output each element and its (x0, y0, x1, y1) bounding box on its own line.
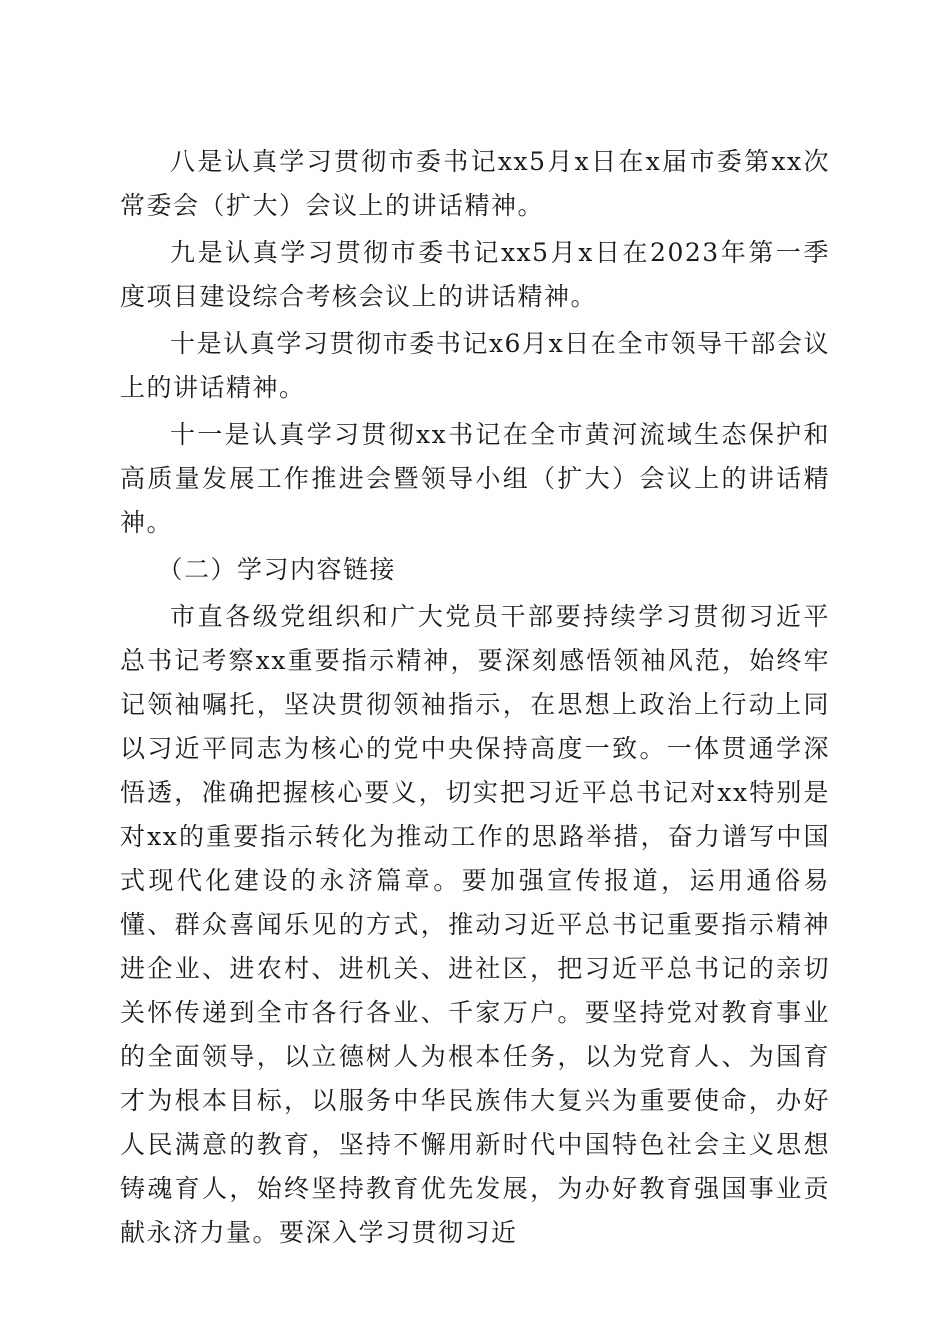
paragraph-item-11: 十一是认真学习贯彻xx书记在全市黄河流域生态保护和高质量发展工作推进会暨领导小组（扩大）会议上的讲话精神。 (120, 420, 830, 537)
section-heading: （二）学习内容链接 (157, 555, 397, 584)
paragraph-item-9: 九是认真学习贯彻市委书记xx5月x日在2023年第一季度项目建设综合考核会议上的讲话精神。 (120, 238, 830, 311)
document-content (120, 140, 830, 1258)
body-paragraph: 市直各级党组织和广大党员干部要持续学习贯彻习近平总书记考察xx重要指示精神，要深刻感悟领袖风范，始终牢记领袖嘱托，坚决贯彻领袖指示，在思想上政治上行动上同以习近平同志为核心的党中央保持高度一致。一体贯通学深悟透，准确把握核心要义，切实把习近平总书记对xx特别是对xx的重要指示转化为推动工作的思路举措，奋力谱写中国式现代化建设的永济篇章。要加强宣传报道，运用通俗易懂、群众喜闻乐见的方式，推动习近平总书记重要指示精神进企业、进农村、进机关、进社区，把习近平总书记的亲切关怀传递到全市各行各业、千家万户。要坚持党对教育事业的全面领导，以立德树人为根本任务，以为党育人、为国育才为根本目标，以服务中华民族伟大复兴为重要使命，办好人民满意的教育，坚持不懈用新时代中国特色社会主义思想铸魂育人，始终坚持教育优先发展，为办好教育强国事业贡献永济力量。要深入学习贯彻习近 (120, 602, 830, 1247)
paragraph-item-10: 十是认真学习贯彻市委书记x6月x日在全市领导干部会议上的讲话精神。 (120, 329, 830, 402)
paragraph-item-8: 八是认真学习贯彻市委书记xx5月x日在x届市委第xx次常委会（扩大）会议上的讲话精神。 (120, 147, 830, 220)
